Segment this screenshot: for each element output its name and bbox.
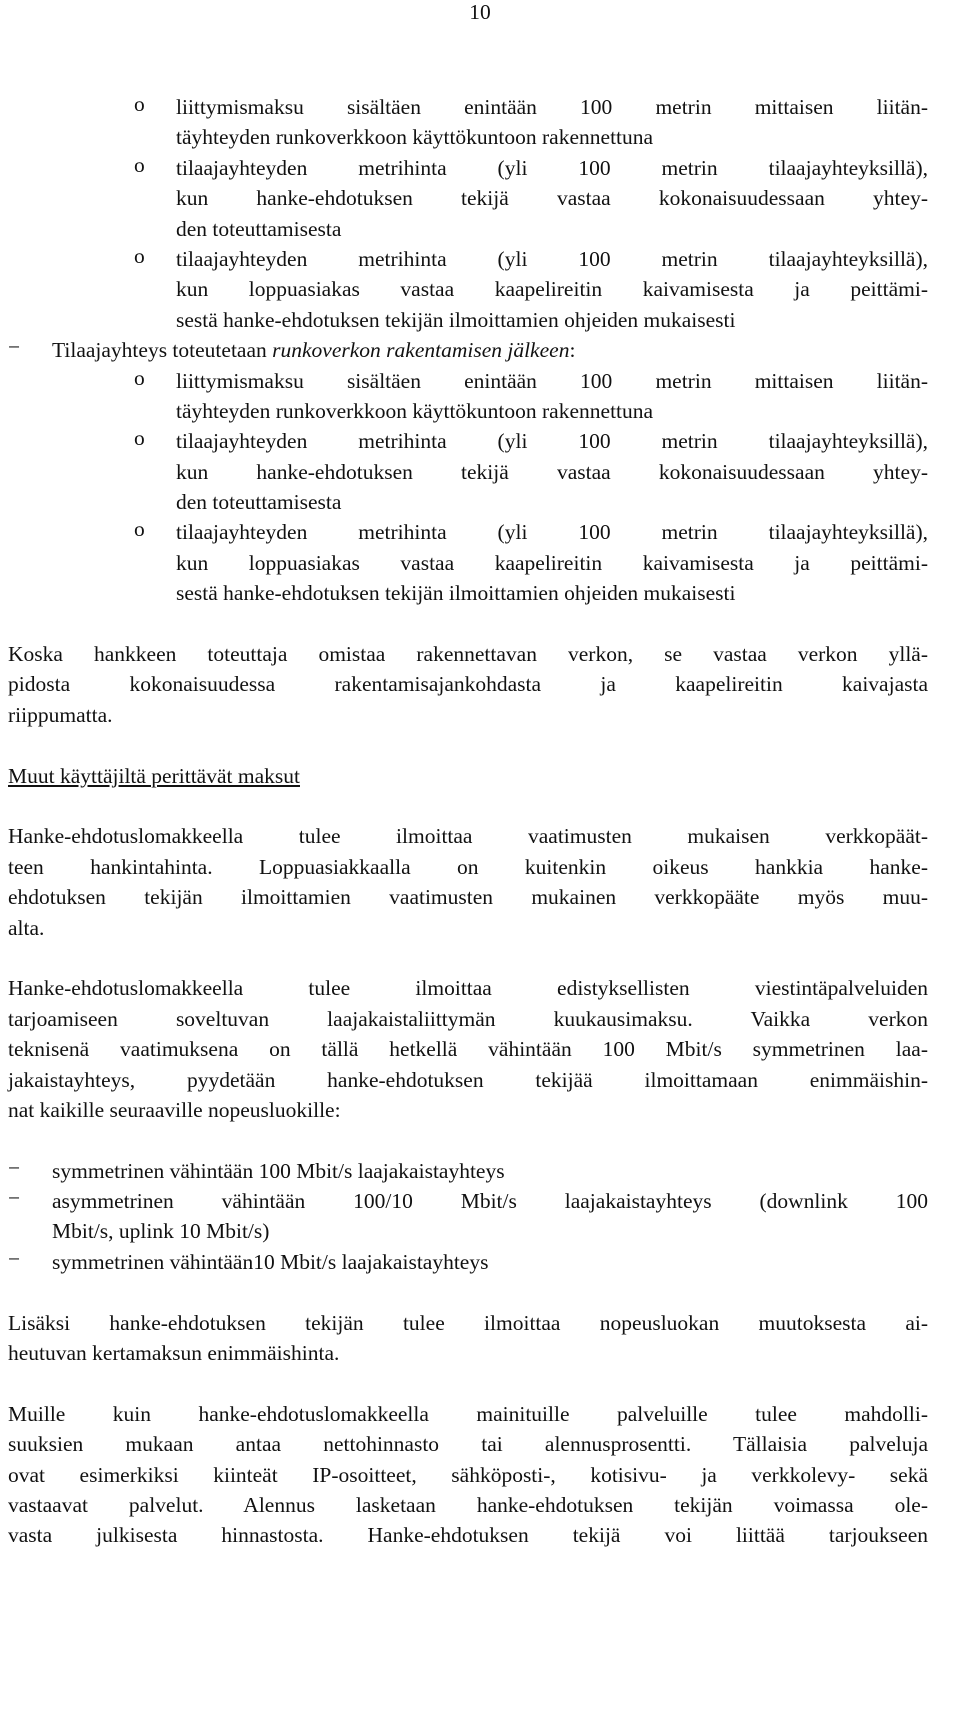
- sub-list-item: [8, 426, 928, 517]
- text-line: [52, 335, 928, 365]
- heading-text: Muut käyttäjiltä perittävät maksut: [8, 763, 300, 788]
- dash-item-prefix: Tilaajayhteys toteutetaan: [52, 338, 267, 363]
- sub-list-item: [8, 244, 928, 335]
- circle-bullet: o: [134, 243, 145, 268]
- dash-list-item: [8, 1247, 928, 1277]
- text-line: vastaavat palvelut. Alennus lasketaan hanke-ehdotuksen tekijän voimassa ole-: [8, 1492, 928, 1517]
- text-line: suuksien mukaan antaa nettohinnasto tai alennusprosentti. Tällaisia palveluja: [8, 1432, 928, 1457]
- text-line: den toteuttamisesta: [176, 490, 342, 515]
- text-line: kun loppuasiakas vastaa kaapelireitin kaivamisesta ja peittämi-: [176, 550, 928, 575]
- text-line: asymmetrinen vähintään 100/10 Mbit/s laajakaistayhteys (downlink 100: [52, 1189, 928, 1214]
- text-line: täyhteyden runkoverkkoon käyttökuntoon rakennettuna: [176, 125, 654, 150]
- text-line: ovat esimerkiksi kiinteät IP-osoitteet, sähköposti-, kotisivu- ja verkkolevy- sekä: [8, 1462, 928, 1487]
- text-line: vasta julkisesta hinnastosta. Hanke-ehdotuksen tekijä voi liittää tarjoukseen: [8, 1523, 928, 1548]
- circle-bullet: o: [134, 365, 145, 390]
- text-line: kun hanke-ehdotuksen tekijä vastaa kokonaisuudessaan yhtey-: [176, 186, 928, 211]
- text-line: symmetrinen vähintään 100 Mbit/s laajakaistayhteys: [52, 1158, 505, 1183]
- dash-item-emphasis: runkoverkon rakentamisen jälkeen: [272, 338, 570, 363]
- text-line: nat kaikille seuraaville nopeusluokille:: [8, 1097, 341, 1122]
- circle-bullet: o: [134, 426, 145, 451]
- text-line: symmetrinen vähintään10 Mbit/s laajakaistayhteys: [52, 1249, 489, 1274]
- text-line: tarjoamiseen soveltuvan laajakaistaliittymän kuukausimaksu. Vaikka verkon: [8, 1006, 928, 1031]
- circle-bullet: o: [134, 517, 145, 542]
- paragraph: [8, 973, 928, 1125]
- text-line: tilaajayhteyden metrihinta (yli 100 metrin tilaajayhteyksillä),: [176, 155, 928, 180]
- sub-list-item: [8, 153, 928, 244]
- dash-bullet: −: [8, 335, 21, 360]
- section-heading: [8, 761, 928, 791]
- text-line: alta.: [8, 915, 45, 940]
- paragraph: [8, 1308, 928, 1369]
- document-body: [8, 92, 928, 1551]
- paragraph: [8, 821, 928, 943]
- text-line: täyhteyden runkoverkkoon käyttökuntoon rakennettuna: [176, 398, 654, 423]
- text-line: sestä hanke-ehdotuksen tekijän ilmoittamien ohjeiden mukaisesti: [176, 307, 736, 332]
- text-line: teen hankintahinta. Loppuasiakkaalla on kuitenkin oikeus hankkia hanke-: [8, 854, 928, 879]
- text-line: Hanke-ehdotuslomakkeella tulee ilmoittaa edistyksellisten viestintäpalveluiden: [8, 976, 928, 1001]
- text-line: tilaajayhteyden metrihinta (yli 100 metrin tilaajayhteyksillä),: [176, 246, 928, 271]
- dash-item-suffix: :: [569, 338, 576, 363]
- text-line: teknisenä vaatimuksena on tällä hetkellä vähintään 100 Mbit/s symmetrinen laa-: [8, 1037, 928, 1062]
- dash-list-item: [8, 1186, 928, 1247]
- dash-list-item: [8, 1156, 928, 1186]
- text-line: heutuvan kertamaksun enimmäishinta.: [8, 1341, 340, 1366]
- text-line: Hanke-ehdotuslomakkeella tulee ilmoittaa vaatimusten mukaisen verkkopäät-: [8, 824, 928, 849]
- dash-bullet: −: [8, 1155, 21, 1180]
- text-line: Muille kuin hanke-ehdotuslomakkeella mainituille palveluille tulee mahdolli-: [8, 1401, 928, 1426]
- text-line: den toteuttamisesta: [176, 216, 342, 241]
- sub-list-item: [8, 92, 928, 153]
- text-line: sestä hanke-ehdotuksen tekijän ilmoittamien ohjeiden mukaisesti: [176, 581, 736, 606]
- circle-bullet: o: [134, 92, 145, 116]
- text-line: liittymismaksu sisältäen enintään 100 metrin mittaisen liitän-: [176, 368, 928, 393]
- text-line: ehdotuksen tekijän ilmoittamien vaatimusten mukainen verkkopääte myös muu-: [8, 885, 928, 910]
- text-line: Mbit/s, uplink 10 Mbit/s): [52, 1219, 270, 1244]
- dash-bullet: −: [8, 1246, 21, 1271]
- text-line: Lisäksi hanke-ehdotuksen tekijän tulee ilmoittaa nopeusluokan muutoksesta ai-: [8, 1310, 928, 1335]
- circle-bullet: o: [134, 152, 145, 177]
- text-line: liittymismaksu sisältäen enintään 100 metrin mittaisen liitän-: [176, 95, 928, 119]
- dash-bullet: −: [8, 1186, 21, 1211]
- text-line: tilaajayhteyden metrihinta (yli 100 metrin tilaajayhteyksillä),: [176, 520, 928, 545]
- dash-list-item: [8, 335, 928, 365]
- page-number: 10: [469, 0, 491, 24]
- paragraph: [8, 639, 928, 730]
- sub-list-item: [8, 517, 928, 608]
- text-line: jakaistayhteys, pyydetään hanke-ehdotuksen tekijää ilmoittamaan enimmäishin-: [8, 1067, 928, 1092]
- text-line: kun hanke-ehdotuksen tekijä vastaa kokonaisuudessaan yhtey-: [176, 459, 928, 484]
- paragraph: [8, 1399, 928, 1551]
- text-line: Koska hankkeen toteuttaja omistaa rakennettavan verkon, se vastaa verkon yllä-: [8, 642, 928, 667]
- text-line: tilaajayhteyden metrihinta (yli 100 metrin tilaajayhteyksillä),: [176, 429, 928, 454]
- sub-list-item: [8, 366, 928, 427]
- text-line: riippumatta.: [8, 702, 113, 727]
- text-line: pidosta kokonaisuudessa rakentamisajankohdasta ja kaapelireitin kaivajasta: [8, 672, 928, 697]
- text-line: kun loppuasiakas vastaa kaapelireitin kaivamisesta ja peittämi-: [176, 277, 928, 302]
